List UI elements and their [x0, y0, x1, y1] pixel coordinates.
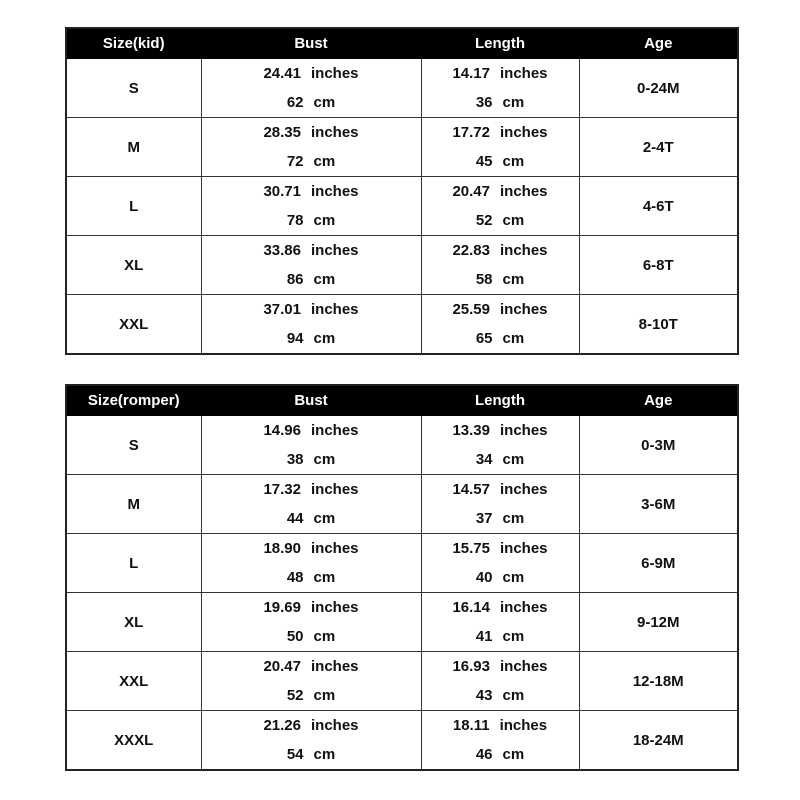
bust-inches-number: 17.32: [263, 481, 301, 498]
length-cm-unit: cm: [502, 153, 525, 170]
table-row: [66, 652, 738, 711]
length-cell: [421, 534, 579, 593]
size-cell: XL: [66, 236, 201, 295]
bust-cell: [201, 593, 421, 652]
bust-cm: [202, 147, 421, 176]
length-inches: [422, 236, 579, 265]
bust-cm-unit: cm: [313, 569, 336, 586]
length-cm-number: 46: [475, 746, 493, 763]
bust-inches-unit: inches: [311, 65, 359, 82]
bust-inches: [202, 711, 421, 740]
bust-cm: [202, 622, 421, 651]
bust-cm-number: 86: [286, 271, 304, 288]
bust-cm: [202, 681, 421, 710]
romper-table-body: [66, 416, 738, 771]
bust-inches-number: 30.71: [263, 183, 301, 200]
length-inches-number: 20.47: [452, 183, 490, 200]
bust-cm-number: 44: [286, 510, 304, 527]
length-cm-unit: cm: [502, 271, 525, 288]
age-cell: 18-24M: [579, 711, 738, 771]
size-cell: L: [66, 177, 201, 236]
kid-table-body: [66, 59, 738, 355]
bust-cm-number: 52: [286, 687, 304, 704]
length-cm: [422, 147, 579, 176]
size-cell: S: [66, 59, 201, 118]
kid-header-size: Size(kid): [66, 28, 201, 59]
bust-cm: [202, 206, 421, 235]
length-inches-number: 14.57: [452, 481, 490, 498]
length-inches: [422, 177, 579, 206]
bust-inches: [202, 475, 421, 504]
length-cm-number: 34: [475, 451, 493, 468]
length-inches-number: 22.83: [452, 242, 490, 259]
table-row: [66, 236, 738, 295]
length-inches-unit: inches: [500, 540, 548, 557]
romper-header-size: Size(romper): [66, 385, 201, 416]
table-row: [66, 475, 738, 534]
age-cell: 0-24M: [579, 59, 738, 118]
bust-inches-number: 28.35: [263, 124, 301, 141]
length-cm: [422, 445, 579, 474]
bust-cell: [201, 177, 421, 236]
bust-inches-unit: inches: [311, 540, 359, 557]
bust-cm-number: 38: [286, 451, 304, 468]
age-cell: 8-10T: [579, 295, 738, 355]
length-inches-number: 16.93: [452, 658, 490, 675]
length-cm-unit: cm: [502, 510, 525, 527]
size-cell: XL: [66, 593, 201, 652]
bust-cell: [201, 118, 421, 177]
length-cell: [421, 652, 579, 711]
bust-cm-number: 94: [286, 330, 304, 347]
length-inches-number: 25.59: [452, 301, 490, 318]
age-cell: 6-9M: [579, 534, 738, 593]
bust-inches-unit: inches: [311, 658, 359, 675]
bust-cell: [201, 534, 421, 593]
length-cell: [421, 118, 579, 177]
romper-header-length: Length: [421, 385, 579, 416]
length-inches-unit: inches: [500, 658, 548, 675]
length-inches-number: 15.75: [452, 540, 490, 557]
length-inches-unit: inches: [500, 183, 548, 200]
size-cell: XXL: [66, 652, 201, 711]
length-inches: [422, 652, 579, 681]
size-cell: M: [66, 118, 201, 177]
length-inches: [422, 416, 579, 445]
size-cell: S: [66, 416, 201, 475]
size-cell: XXXL: [66, 711, 201, 771]
length-cm-unit: cm: [502, 94, 525, 111]
length-inches-unit: inches: [500, 242, 548, 259]
table-row: [66, 711, 738, 771]
bust-cm: [202, 563, 421, 592]
bust-cm: [202, 265, 421, 294]
bust-inches: [202, 59, 421, 88]
length-inches-unit: inches: [499, 717, 548, 734]
length-inches-unit: inches: [500, 481, 548, 498]
length-cell: [421, 711, 579, 771]
length-inches: [422, 295, 579, 324]
kid-header-length: Length: [421, 28, 579, 59]
length-cm: [422, 563, 579, 592]
bust-inches-unit: inches: [311, 183, 359, 200]
length-cm-number: 37: [475, 510, 493, 527]
table-row: [66, 534, 738, 593]
bust-cm: [202, 740, 421, 769]
size-cell: M: [66, 475, 201, 534]
length-cm-unit: cm: [502, 451, 525, 468]
bust-cm-unit: cm: [313, 153, 336, 170]
length-inches: [422, 118, 579, 147]
length-cm-unit: cm: [502, 569, 525, 586]
bust-cell: [201, 711, 421, 771]
bust-inches: [202, 295, 421, 324]
kid-header-bust: Bust: [201, 28, 421, 59]
bust-cm: [202, 504, 421, 533]
bust-cm-unit: cm: [313, 94, 336, 111]
length-cell: [421, 295, 579, 355]
bust-inches-number: 37.01: [263, 301, 301, 318]
bust-cm: [202, 88, 421, 117]
bust-cm-number: 62: [286, 94, 304, 111]
length-inches: [422, 534, 579, 563]
bust-cell: [201, 416, 421, 475]
length-cm-number: 36: [475, 94, 493, 111]
length-cell: [421, 59, 579, 118]
bust-inches: [202, 652, 421, 681]
bust-cm: [202, 324, 421, 353]
length-cm: [422, 265, 579, 294]
bust-cm-number: 54: [286, 746, 304, 763]
bust-cm-unit: cm: [313, 451, 336, 468]
length-cm-number: 65: [475, 330, 493, 347]
table-row: [66, 416, 738, 475]
kid-header-row: [66, 28, 738, 59]
length-cm: [422, 324, 579, 353]
table-row: [66, 295, 738, 355]
bust-cell: [201, 475, 421, 534]
length-inches-number: 14.17: [452, 65, 490, 82]
length-cell: [421, 416, 579, 475]
length-inches-number: 17.72: [452, 124, 490, 141]
table-row: [66, 593, 738, 652]
length-cell: [421, 593, 579, 652]
length-cm-number: 45: [475, 153, 493, 170]
length-cm-number: 52: [475, 212, 493, 229]
length-inches-unit: inches: [500, 65, 548, 82]
length-inches: [422, 593, 579, 622]
table-row: [66, 118, 738, 177]
length-inches-number: 16.14: [452, 599, 490, 616]
size-cell: L: [66, 534, 201, 593]
age-cell: 12-18M: [579, 652, 738, 711]
length-cm-unit: cm: [502, 330, 525, 347]
table-row: [66, 177, 738, 236]
bust-inches-number: 21.26: [263, 717, 301, 734]
length-inches-number: 18.11: [452, 717, 490, 734]
table-row: [66, 59, 738, 118]
bust-inches-number: 14.96: [263, 422, 301, 439]
length-cm-number: 43: [475, 687, 493, 704]
length-cm: [422, 88, 579, 117]
length-cm: [422, 740, 579, 769]
length-cm-number: 40: [475, 569, 493, 586]
length-inches-unit: inches: [500, 599, 548, 616]
kid-size-table: [65, 27, 739, 355]
romper-header-age: Age: [579, 385, 738, 416]
length-cell: [421, 475, 579, 534]
bust-inches-unit: inches: [311, 481, 359, 498]
age-cell: 3-6M: [579, 475, 738, 534]
length-inches: [422, 59, 579, 88]
length-cm: [422, 622, 579, 651]
bust-inches-unit: inches: [311, 301, 359, 318]
bust-cm-unit: cm: [313, 628, 336, 645]
romper-header-bust: Bust: [201, 385, 421, 416]
bust-inches-unit: inches: [311, 717, 359, 734]
bust-cell: [201, 59, 421, 118]
bust-cm-unit: cm: [313, 687, 336, 704]
length-cell: [421, 236, 579, 295]
age-cell: 0-3M: [579, 416, 738, 475]
length-cm: [422, 504, 579, 533]
bust-inches: [202, 593, 421, 622]
length-inches-unit: inches: [500, 422, 548, 439]
bust-cm-number: 72: [286, 153, 304, 170]
bust-cm-unit: cm: [313, 746, 336, 763]
age-cell: 9-12M: [579, 593, 738, 652]
age-cell: 2-4T: [579, 118, 738, 177]
length-cell: [421, 177, 579, 236]
bust-inches-unit: inches: [311, 599, 359, 616]
bust-cm-unit: cm: [313, 271, 336, 288]
bust-inches: [202, 177, 421, 206]
bust-inches-number: 24.41: [263, 65, 301, 82]
length-inches-number: 13.39: [452, 422, 490, 439]
size-cell: XXL: [66, 295, 201, 355]
length-cm-unit: cm: [502, 746, 525, 763]
bust-cell: [201, 652, 421, 711]
bust-cm-unit: cm: [313, 212, 336, 229]
bust-inches-number: 20.47: [263, 658, 301, 675]
bust-inches-number: 33.86: [263, 242, 301, 259]
length-inches: [422, 711, 579, 740]
length-inches-unit: inches: [500, 301, 548, 318]
length-cm-unit: cm: [502, 687, 525, 704]
bust-cm: [202, 445, 421, 474]
romper-header-row: [66, 385, 738, 416]
bust-cm-unit: cm: [313, 330, 336, 347]
length-cm: [422, 681, 579, 710]
bust-cm-number: 48: [286, 569, 304, 586]
bust-inches-number: 19.69: [263, 599, 301, 616]
bust-cell: [201, 236, 421, 295]
bust-inches-unit: inches: [311, 422, 359, 439]
bust-cm-number: 50: [286, 628, 304, 645]
length-cm-number: 41: [475, 628, 493, 645]
bust-inches: [202, 534, 421, 563]
bust-cell: [201, 295, 421, 355]
age-cell: 4-6T: [579, 177, 738, 236]
length-cm-unit: cm: [502, 212, 525, 229]
bust-cm-unit: cm: [313, 510, 336, 527]
bust-inches-number: 18.90: [263, 540, 301, 557]
kid-header-age: Age: [579, 28, 738, 59]
bust-inches: [202, 416, 421, 445]
age-cell: 6-8T: [579, 236, 738, 295]
length-inches: [422, 475, 579, 504]
bust-inches-unit: inches: [311, 242, 359, 259]
bust-inches: [202, 118, 421, 147]
romper-size-table: [65, 384, 739, 771]
length-cm-number: 58: [475, 271, 493, 288]
bust-cm-number: 78: [286, 212, 304, 229]
length-cm: [422, 206, 579, 235]
bust-inches-unit: inches: [311, 124, 359, 141]
length-inches-unit: inches: [500, 124, 548, 141]
bust-inches: [202, 236, 421, 265]
length-cm-unit: cm: [502, 628, 525, 645]
